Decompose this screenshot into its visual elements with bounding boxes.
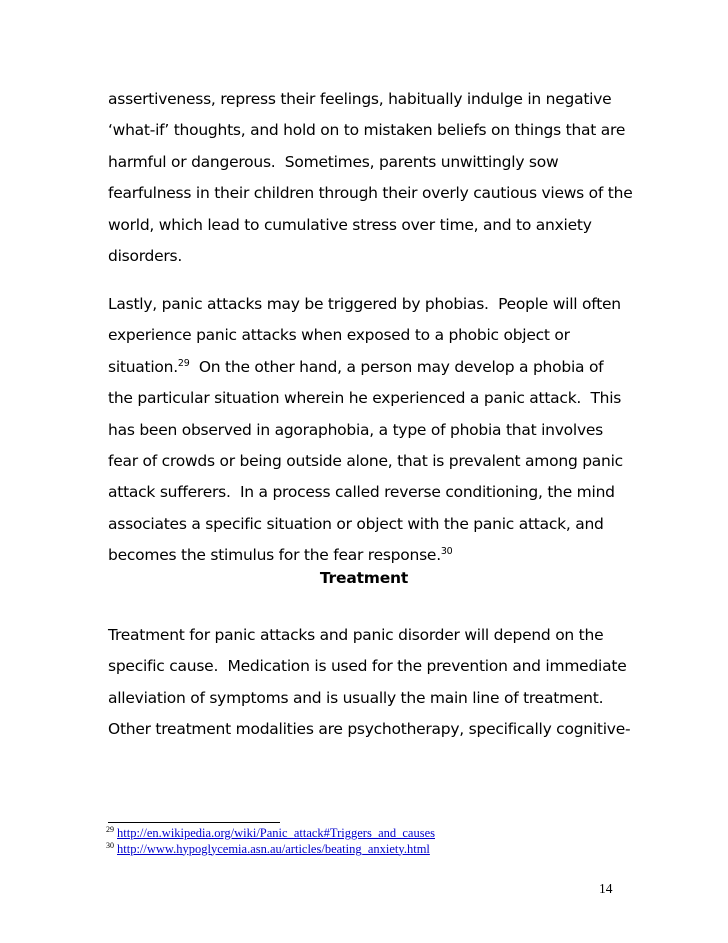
text-line: harmful or dangerous. Sometimes, parents unwittingly sow bbox=[108, 152, 559, 171]
text-line: specific cause. Medication is used for the prevention and immediate bbox=[108, 657, 627, 676]
paragraph-2 bbox=[108, 289, 628, 572]
page-number: 14 bbox=[599, 881, 613, 896]
text-line: associates a specific situation or object with the panic attack, and bbox=[108, 514, 604, 533]
footnotes bbox=[106, 826, 435, 857]
text-line: fear of crowds or being outside alone, that is prevalent among panic bbox=[108, 452, 623, 471]
text-segment: On the other hand, a person may develop a phobia of bbox=[189, 357, 604, 376]
text-line: the particular situation wherein he experienced a panic attack. This bbox=[108, 389, 622, 408]
text-line: disorders. bbox=[108, 247, 183, 266]
text-line: world, which lead to cumulative stress over time, and to anxiety bbox=[108, 215, 592, 234]
text-line: has been observed in agoraphobia, a type of phobia that involves bbox=[108, 420, 604, 439]
text-line bbox=[108, 352, 628, 383]
text-line: ‘what-if’ thoughts, and hold on to mistaken beliefs on things that are bbox=[108, 121, 626, 140]
footnote-link[interactable]: http://en.wikipedia.org/wiki/Panic_attack#Triggers_and_causes bbox=[117, 826, 435, 840]
footnote-marker: 29 bbox=[106, 825, 114, 834]
footnote-30 bbox=[106, 842, 435, 858]
footnote-reference: 30 bbox=[440, 546, 453, 558]
text-line: fearfulness in their children through their overly cautious views of the bbox=[108, 184, 633, 203]
text-segment: situation. bbox=[108, 357, 178, 376]
paragraph-3 bbox=[108, 620, 631, 746]
section-heading: Treatment bbox=[319, 569, 409, 587]
paragraph-1 bbox=[108, 84, 633, 272]
footnote-link[interactable]: http://www.hypoglycemia.asn.au/articles/beating_anxiety.html bbox=[117, 841, 430, 856]
footnote-separator bbox=[108, 822, 280, 823]
text-line: Treatment for panic attacks and panic disorder will depend on the bbox=[108, 626, 604, 644]
footnote-marker: 30 bbox=[106, 840, 114, 850]
text-line: experience panic attacks when exposed to a phobic object or bbox=[108, 326, 570, 345]
text-line bbox=[108, 540, 628, 571]
text-line: Lastly, panic attacks may be triggered by phobias. People will often bbox=[108, 295, 621, 313]
text-line: assertiveness, repress their feelings, habitually indulge in negative bbox=[108, 90, 612, 108]
text-line: Other treatment modalities are psychotherapy, specifically cognitive- bbox=[108, 720, 631, 739]
text-line: alleviation of symptoms and is usually the main line of treatment. bbox=[108, 688, 604, 707]
text-line: attack sufferers. In a process called reverse conditioning, the mind bbox=[108, 483, 615, 502]
footnote-29 bbox=[106, 826, 435, 842]
text-segment: becomes the stimulus for the fear response. bbox=[108, 546, 441, 565]
footnote-reference: 29 bbox=[177, 357, 190, 369]
